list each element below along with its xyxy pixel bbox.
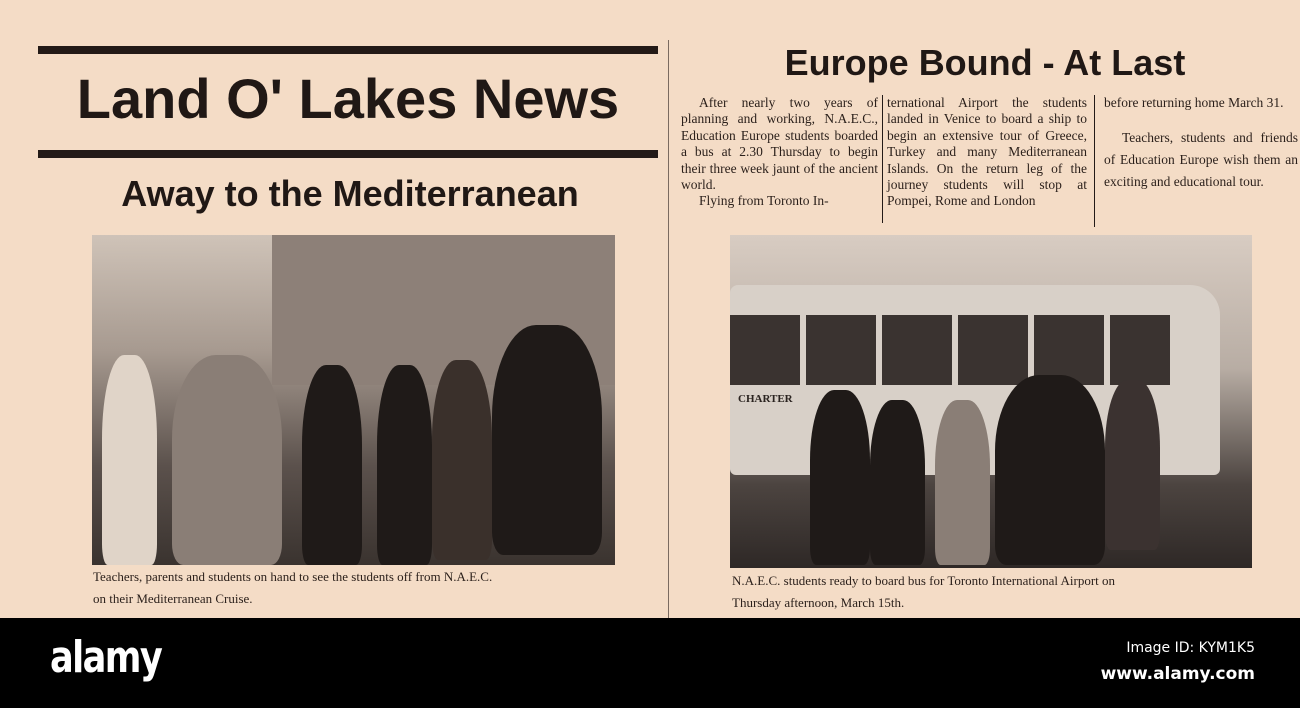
bus-windows	[730, 315, 1170, 385]
column-rule	[882, 95, 883, 223]
right-caption-line-2: Thursday afternoon, March 15th.	[732, 595, 905, 610]
masthead: Land O' Lakes News	[76, 67, 620, 130]
column-rule	[1094, 95, 1095, 227]
article-paragraph: Flying from Toronto In-	[699, 193, 829, 209]
alamy-logo: alamy	[50, 632, 162, 683]
person	[810, 390, 870, 565]
person	[172, 355, 282, 565]
article-column-2	[887, 95, 1087, 210]
article-column-3	[1104, 95, 1298, 193]
article-paragraph: before returning home March 31.	[1104, 95, 1284, 110]
person	[995, 375, 1105, 565]
article-paragraph: ternational Airport the students landed in Venice to board a ship to begin an extensive tour of Greece, Turkey and many Mediterranean Islands. On the return leg of the journey students will stop at Pompei, Rome and London	[887, 95, 1087, 209]
person	[302, 365, 362, 565]
send-off-photo	[92, 235, 615, 565]
person	[935, 400, 990, 565]
right-headline: Europe Bound - At Last	[784, 42, 1186, 83]
person	[1105, 380, 1160, 550]
left-headline: Away to the Mediterranean	[121, 173, 579, 214]
article-paragraph: After nearly two years of planning and working, N.A.E.C., Education Europe students boarded a bus at 2.30 Thursday to begin their three week jaunt of the ancient world.	[681, 95, 878, 193]
alamy-url: www.alamy.com	[1100, 664, 1255, 684]
masthead-bottom-rule	[38, 150, 658, 158]
page-divider	[668, 40, 669, 618]
article-column-1	[681, 95, 878, 210]
image-id: Image ID: KYM1K5	[1126, 640, 1255, 656]
person	[377, 365, 432, 565]
article-paragraph: Teachers, students and friends of Education Europe wish them an exciting and educational tour.	[1104, 130, 1298, 190]
left-caption-line-1: Teachers, parents and students on hand to see the students off from N.A.E.C.	[93, 569, 493, 584]
watermark-footer	[0, 618, 1300, 708]
bus-sign: CHARTER	[738, 393, 793, 405]
masthead-top-rule	[38, 46, 658, 54]
right-caption-line-1: N.A.E.C. students ready to board bus for Toronto International Airport on	[732, 573, 1116, 588]
person	[870, 400, 925, 565]
person	[102, 355, 157, 565]
bus-photo	[730, 235, 1252, 568]
left-caption-line-2: on their Mediterranean Cruise.	[93, 591, 253, 606]
person	[492, 325, 602, 555]
person	[432, 360, 492, 560]
